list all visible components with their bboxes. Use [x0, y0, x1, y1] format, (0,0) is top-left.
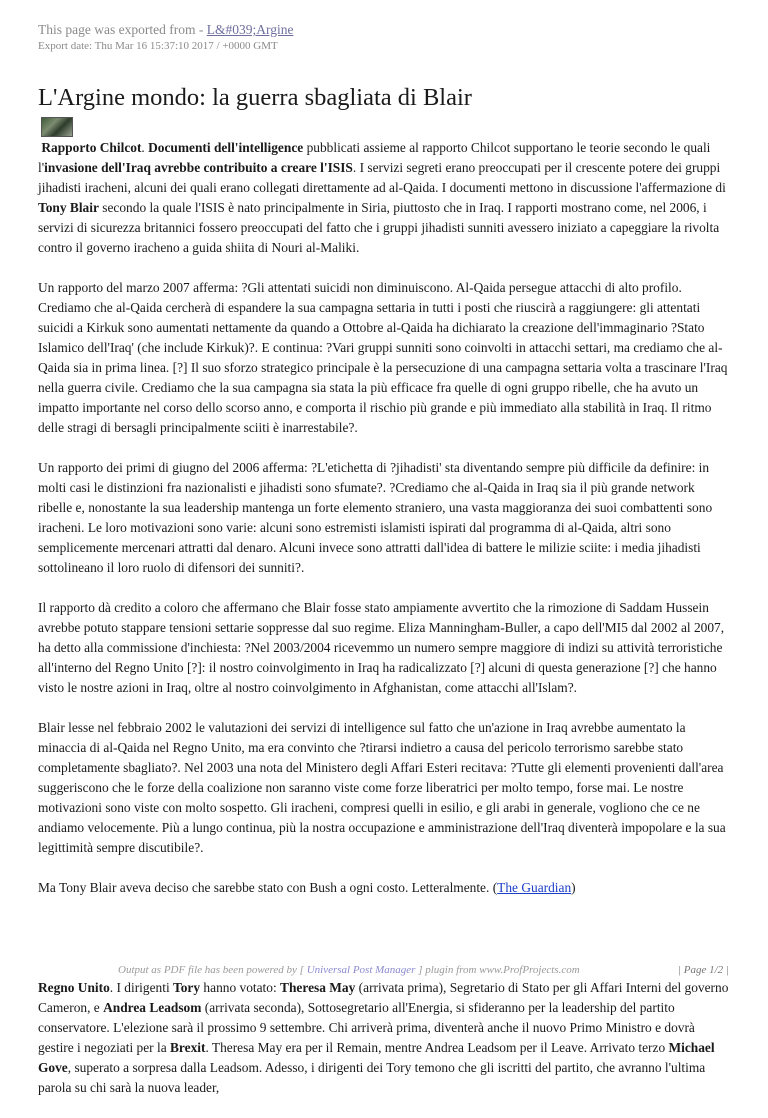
export-source: [38, 22, 293, 38]
bold-tony-blair: Tony Blair: [38, 200, 99, 215]
text: , superato a sorpresa dalla Leadsom. Adesso, i dirigenti dei Tory temono che gli iscritti del partito, che avranno l'ultima parola su chi sarà la nuova leader,: [38, 1060, 706, 1095]
paragraph-manningham-buller: Il rapporto dà credito a coloro che affermano che Blair fosse stato ampiamente avvertito che la rimozione di Saddam Hussein avrebbe potuto stappare tensioni settarie soppresse dal suo regime. Eliza Manningham-Buller, a capo dell'MI5 dal 2002 al 2007, ha detto alla commissione d'inchiesta: ?Nel 2003/2004 ricevemmo un numero sempre maggiore di indizi su attività terroristiche all'interno del Regno Unito [?]: il nostro coinvolgimento in Iraq ha radicalizzato [?] alcuni di questa generazione [?] che hanno visto le nostre azioni in Iraq, oltre al nostro coinvolgimento in Afghanistan, come attacchi all'Islam?.: [38, 600, 725, 695]
paragraph-rapporto-2006: Un rapporto dei primi di giugno del 2006 afferma: ?L'etichetta di ?jihadisti' sta diventando sempre più difficile da definire: in molti casi le distinzioni fra nazionalisti e jihadisti sono sfumate?. ?Crediamo che al-Qaida in Iraq sia il più grande network ribelle e, nonostante la sua leadership mantenga un forte elemento straniero, una vasta maggioranza dei suoi combattenti sono iracheni. Le loro motivazioni sono varie: alcuni sono estremisti islamisti ispirati dal programma di al-Qaida, altri sono semplicemente mercenari attratti dal denaro. Alcuni invece sono attratti dall'idea di battere le milizie sciite: i media jihadisti sottolineano il loro ruolo di difensori dei sunniti?.: [38, 460, 713, 575]
paragraph-rapporto-2007: Un rapporto del marzo 2007 afferma: ?Gli attentati suicidi non diminuiscono. Al-Qaida persegue attacchi di alto profilo. Crediamo che al-Qaida cercherà di espandere la sua campagna settaria in tutti i posti che riuscirà a raggiungere: gli attentati suicidi a Kirkuk sono aumentati nettamente da quando a Ottobre al-Qaida ha dichiarato la creazione dell'immaginario ?Stato Islamico dell'Iraq' (che include Kirkuk)?. E continua: ?Vari gruppi sunniti sono coinvolti in attacchi settari, ma crediamo che al-Qaida sia in prima linea. [?] Il suo sforzo strategico principale è la persecuzione di una campagna settaria volta a trascinare l'Iraq nella guerra civile. Crediamo che la sua campagna sia stata la più efficace fra quelle di ogni gruppo ribelle, che ha avuto un impatto importante nel corso dello scorso anno, e comporta il rischio più grande e più immediato alla stabilità in Iraq. Il ritmo delle stragi di bersagli principalmente sciiti è inarrestabile?.: [38, 280, 728, 435]
paragraph-blair-2002: Blair lesse nel febbraio 2002 le valutazioni dei servizi di intelligence sul fatto che un'azione in Iraq avrebbe aumentato la minaccia di al-Qaida nel Regno Unito, ma era convinto che ?tirarsi indietro a causa del pericolo terrorismo sarebbe stato completamente sbagliato?. Nel 2003 una nota del Ministero degli Affari Esteri recitava: ?Tutte gli elementi provenienti dall'area suggeriscono che le forze della coalizione non saranno viste come forze liberatrici per molto tempo, forse mai. Le nostre motivazioni sono viste con molto sospetto. Gli iracheni, compresi quelli in esilio, e gli arabi in generale, vogliono che ce ne andiamo velocemente. Più a lungo continua, più la nostra occupazione e amministrazione dell'Iraq diventerà impopolare e la sua legittimità sempre discutibile?.: [38, 720, 726, 855]
bold-andrea-leadsom: Andrea Leadsom: [103, 1000, 202, 1015]
text: . I dirigenti: [109, 980, 174, 995]
bold-rapporto-chilcot: Rapporto Chilcot: [41, 140, 142, 155]
bold-tory: Tory: [173, 980, 201, 995]
footer-credit: [118, 964, 580, 976]
bold-regno-unito: Regno Unito: [38, 980, 110, 995]
bold-theresa-may: Theresa May: [280, 980, 356, 995]
text: (arrivata seconda), Sottosegretario all'Energia, si sfideranno per la leadership del partito conservatore. L'elezione sarà il prossimo 9 settembre. Chi arriverà prima, diventerà anche il nuovo Primo Ministro e dovrà gestire i negoziati per la: [38, 1000, 695, 1055]
paragraph-chilcot: [38, 138, 730, 258]
text: hanno votato:: [200, 980, 281, 995]
bold-documenti: Documenti dell'intelligence: [148, 140, 304, 155]
text: pubblicati assieme al rapporto Chilcot supportano le teorie secondo le quali l': [38, 140, 711, 175]
text: ): [571, 880, 576, 895]
bold-michael-gove: Michael Gove: [38, 1040, 715, 1075]
article-thumbnail-image: [41, 117, 73, 137]
page-number: | Page 1/2 |: [678, 964, 729, 976]
text: Ma Tony Blair aveva deciso che sarebbe stato con Bush a ogni costo. Letteralmente. (: [38, 880, 498, 895]
guardian-link[interactable]: The Guardian: [497, 880, 572, 895]
paragraph-guardian: [38, 878, 730, 898]
text: .: [141, 140, 149, 155]
footer-plugin-link[interactable]: Universal Post Manager: [306, 964, 416, 976]
bold-brexit: Brexit: [170, 1040, 206, 1055]
bold-invasione: invasione dell'Iraq avrebbe contribuito a creare l'ISIS: [44, 160, 353, 175]
page-title: L'Argine mondo: la guerra sbagliata di Blair: [38, 84, 472, 111]
export-header: [38, 22, 293, 54]
text: Output as PDF file has been powered by [: [118, 964, 307, 976]
export-date: Export date: Thu Mar 16 15:37:10 2017 / +0000 GMT: [38, 40, 278, 52]
site-link[interactable]: L&#039;Argine: [206, 22, 294, 37]
text: . I servizi segreti erano preoccupati per il crescente potere dei gruppi jihadisti iracheni, alcuni dei quali erano collegati direttamente ad al-Qaida. I documenti mettono in discussione l'affermazione di: [38, 160, 726, 195]
text: ] plugin from www.ProfProjects.com: [415, 964, 580, 976]
paragraph-regno-unito: [38, 978, 730, 1098]
export-prefix: This page was exported from -: [38, 22, 207, 37]
text: secondo la quale l'ISIS è nato principalmente in Siria, piuttosto che in Iraq. I rapporti mostrano come, nel 2006, i servizi di sicurezza britannici fossero preoccupati del fatto che i gruppi jihadisti sunniti avessero iniziato a capeggiare la rivolta contro il governo iracheno a guida shiita di Nouri al-Maliki.: [38, 200, 720, 255]
text: . Theresa May era per il Remain, mentre Andrea Leadsom per il Leave. Arrivato terzo: [205, 1040, 669, 1055]
text: (arrivata prima), Segretario di Stato per gli Affari Interni del governo Cameron, e: [38, 980, 729, 1015]
